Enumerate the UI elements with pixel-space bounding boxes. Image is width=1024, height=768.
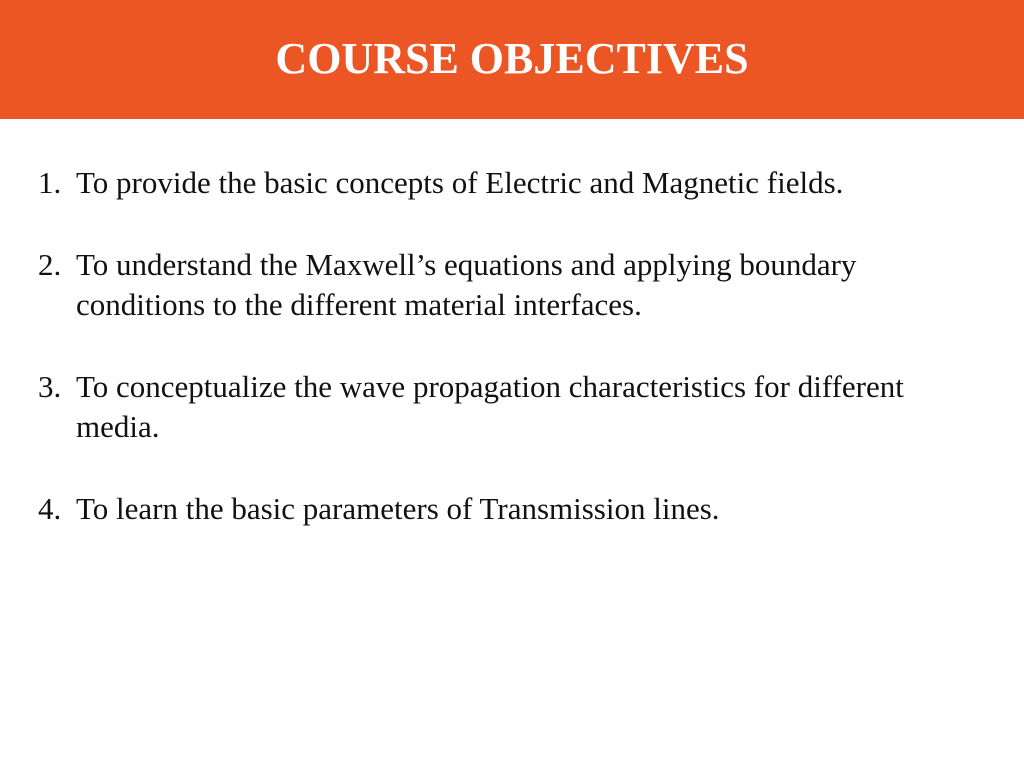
objective-number: 3. bbox=[38, 369, 62, 404]
objective-text: To learn the basic parameters of Transmission lines. bbox=[76, 491, 720, 526]
header-band bbox=[0, 0, 1024, 119]
objective-text: To provide the basic concepts of Electric and Magnetic fields. bbox=[76, 165, 844, 200]
objective-number: 1. bbox=[38, 165, 62, 200]
slide-title: COURSE OBJECTIVES bbox=[275, 34, 749, 83]
objective-number: 4. bbox=[38, 491, 62, 526]
objective-number: 2. bbox=[38, 247, 62, 282]
objective-text: To conceptualize the wave propagation characteristics for different media. bbox=[76, 369, 904, 444]
objectives-list bbox=[38, 163, 978, 571]
objective-item-1 bbox=[38, 163, 978, 203]
objective-text: To understand the Maxwell’s equations and applying boundary conditions to the different material interfaces. bbox=[76, 247, 857, 322]
objective-item-2 bbox=[38, 245, 978, 325]
objective-item-3 bbox=[38, 367, 978, 447]
objective-item-4 bbox=[38, 489, 978, 529]
